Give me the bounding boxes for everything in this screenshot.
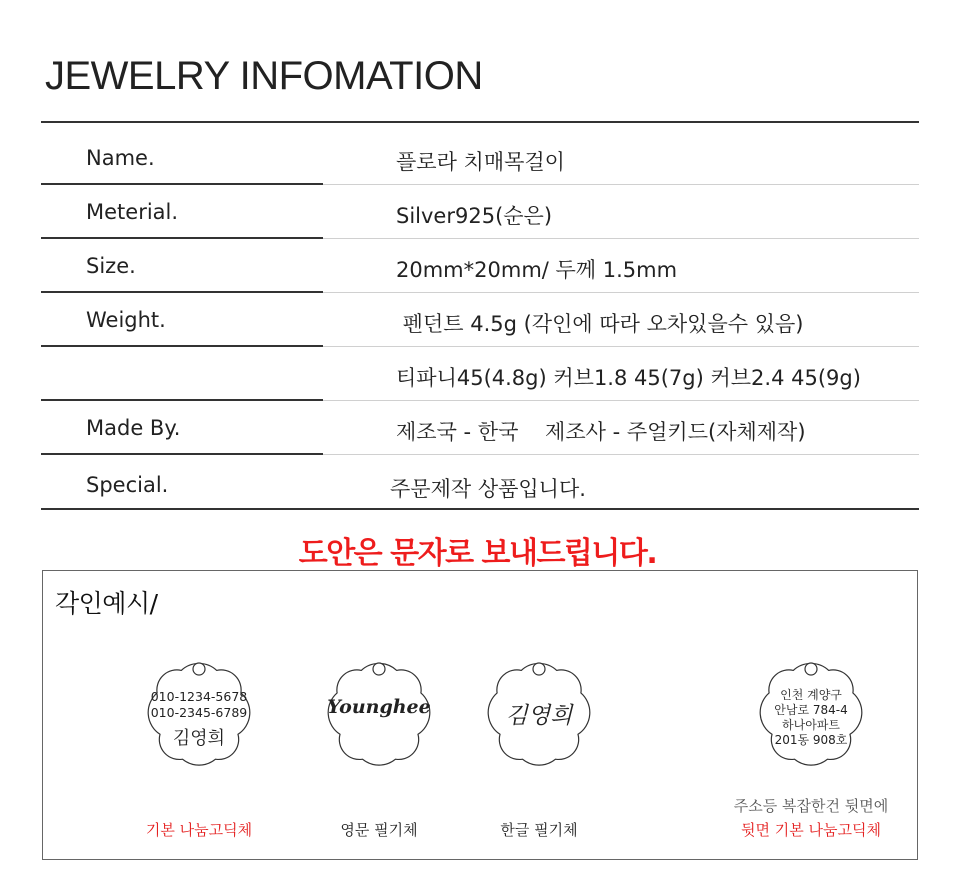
engraved-korean-name: 김영희 (505, 703, 573, 729)
address-line-4: 201동 908호 (774, 733, 848, 747)
row-divider (323, 400, 919, 401)
row-value: 티파니45(4.8g) 커브1.8 45(7g) 커브2.4 45(9g) (396, 366, 861, 390)
design-notice: 도안은 문자로 보내드립니다. (298, 536, 657, 571)
row-value: 주문제작 상품입니다. (390, 477, 586, 501)
page-title: JEWELRY INFOMATION (45, 54, 483, 98)
row-label: Name. (86, 146, 155, 170)
row-divider (323, 454, 919, 455)
engraving-title: 각인예시/ (55, 589, 158, 618)
flower-tag-basic (139, 655, 259, 775)
phone-line-1: 010-1234-5678 (150, 689, 248, 704)
row-value: 제조국 - 한국 제조사 - 주얼키드(자체제작) (396, 420, 806, 444)
flower-tag-korean-script (479, 655, 599, 775)
row-divider (323, 346, 919, 347)
phone-line-2: 010-2345-6789 (150, 705, 248, 720)
row-label: Made By. (86, 416, 181, 440)
address-line-2: 안남로 784-4 (774, 703, 848, 717)
row-divider (41, 399, 323, 401)
caption-english-script: 영문 필기체 (340, 821, 418, 839)
row-value: 20mm*20mm/ 두께 1.5mm (396, 258, 678, 282)
caption-korean-script: 한글 필기체 (500, 821, 578, 839)
row-divider (41, 183, 323, 185)
row-value: 플로라 치매목걸이 (396, 150, 565, 174)
row-label: Weight. (86, 308, 166, 332)
bottom-divider (41, 508, 919, 510)
row-divider (41, 453, 323, 455)
row-divider (41, 291, 323, 293)
engraved-english-name: Younghee (327, 696, 431, 718)
row-value: Silver925(순은) (396, 204, 553, 228)
caption-back-basic-font: 뒷면 기본 나눔고딕체 (741, 821, 881, 839)
row-label: Special. (86, 473, 169, 497)
row-label: Meterial. (86, 200, 179, 224)
row-divider (323, 184, 919, 185)
top-divider (41, 121, 919, 123)
row-divider (323, 292, 919, 293)
row-label: Size. (86, 254, 136, 278)
row-value: 펜던트 4.5g (각인에 따라 오차있을수 있음) (396, 312, 804, 336)
row-divider (323, 238, 919, 239)
engraving-example-box (42, 570, 918, 860)
engraved-name: 김영희 (172, 728, 226, 749)
caption-basic-font: 기본 나눔고딕체 (145, 821, 253, 839)
flower-tag-english-script (319, 655, 439, 775)
address-line-3: 하나아파트 (782, 718, 840, 732)
flower-tag-address (751, 655, 871, 775)
address-line-1: 인천 계양구 (780, 688, 842, 702)
row-divider (41, 345, 323, 347)
caption-address-note: 주소등 복잡한건 뒷면에 (733, 797, 889, 815)
row-divider (41, 237, 323, 239)
